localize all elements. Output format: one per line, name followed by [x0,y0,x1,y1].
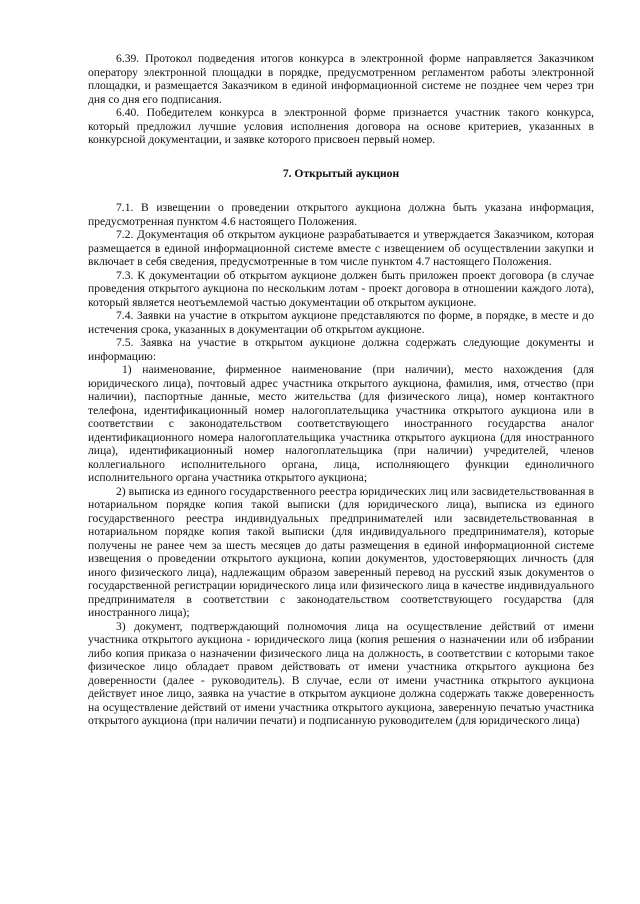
paragraph-7-5: 7.5. Заявка на участие в открытом аукционе должна содержать следующие документы и информацию: [88,336,594,363]
list-item-3: 3) документ, подтверждающий полномочия лица на осуществление действий от имени участника открытого аукциона - юридического лица (копия решения о назначении или об избрании либо копия приказа о назначении физического лица на должность, в соответствии с которыми такое физическое лицо обладает правом действовать от имени участника открытого аукциона без доверенности (далее - руководитель). В случае, если от имени участника открытого аукциона действует иное лицо, заявка на участие в открытом аукционе должна содержать также доверенность на осуществление действий от имени участника открытого аукциона, заверенную печатью участника открытого аукциона (при наличии печати) и подписанную руководителем (для юридического лица) [88,619,594,727]
paragraph-7-3: 7.3. К документации об открытом аукционе должен быть приложен проект договора (в случае проведения открытого аукциона по нескольким лотам - проект договора в отношении каждого лота), который является неотъемлемой частью документации об открытом аукционе. [88,268,594,309]
list-item-2: 2) выписка из единого государственного реестра юридических лиц или засвидетельствованная в нотариальном порядке копия такой выписки (для юридического лица), выписка из единого государственного реестра индивидуальных предпринимателей или засвидетельствованная в нотариальном порядке копия такой выписки (для индивидуального предпринимателя), которые получены не ранее чем за шесть месяцев до даты размещения в единой информационной системе извещения о проведении открытого аукциона, копии документов, удостоверяющих личность (для иного физического лица), надлежащим образом заверенный перевод на русский язык документов о государственной регистрации юридического лица или физического лица в качестве индивидуального предпринимателя в соответствии с законодательством соответствующего государства (для иностранного лица); [88,484,594,619]
paragraph-7-4: 7.4. Заявки на участие в открытом аукционе представляются по форме, в порядке, в месте и до истечения срока, указанных в документации об открытом аукционе. [88,309,594,336]
paragraph-7-1: 7.1. В извещении о проведении открытого аукциона должна быть указана информация, предусмотренная пунктом 4.6 настоящего Положения. [88,201,594,228]
section-heading: 7. Открытый аукцион [282,166,400,180]
list-item-1: 1) наименование, фирменное наименование (при наличии), место нахождения (для юридического лица), почтовый адрес участника открытого аукциона, фамилия, имя, отчество (при наличии), паспортные данные, место жительства (для физического лица), номер контактного телефона, идентификационный номер налогоплательщика участника открытого аукциона или в соответствии с законодательством соответствующего иностранного государства аналог идентификационного номера налогоплательщика участника открытого аукциона (для иностранного лица), идентификационный номер налогоплательщика (при наличии) учредителей, членов коллегиального исполнительного органа, лица, исполняющего функции единоличного исполнительного органа участника открытого аукциона; [88,363,594,484]
document-page [88,52,594,728]
paragraph-7-2: 7.2. Документация об открытом аукционе разрабатывается и утверждается Заказчиком, которая размещается в единой информационной системе вместе с извещением об осуществлении закупки и включает в себя сведения, предусмотренные в том числе пунктом 4.7 настоящего Положения. [88,228,594,268]
paragraph-6-40: 6.40. Победителем конкурса в электронной форме признается участник такого конкурса, который предложил лучшие условия исполнения договора на основе критериев, указанных в конкурсной документации, и заявке которого присвоен первый номер. [88,106,594,146]
paragraph-6-39: 6.39. Протокол подведения итогов конкурса в электронной форме направляется Заказчиком оператору электронной площадки в порядке, предусмотренном регламентом работы электронной площадки, и размещается Заказчиком в единой информационной системе не позднее чем через три дня со дня его подписания. [88,52,594,106]
